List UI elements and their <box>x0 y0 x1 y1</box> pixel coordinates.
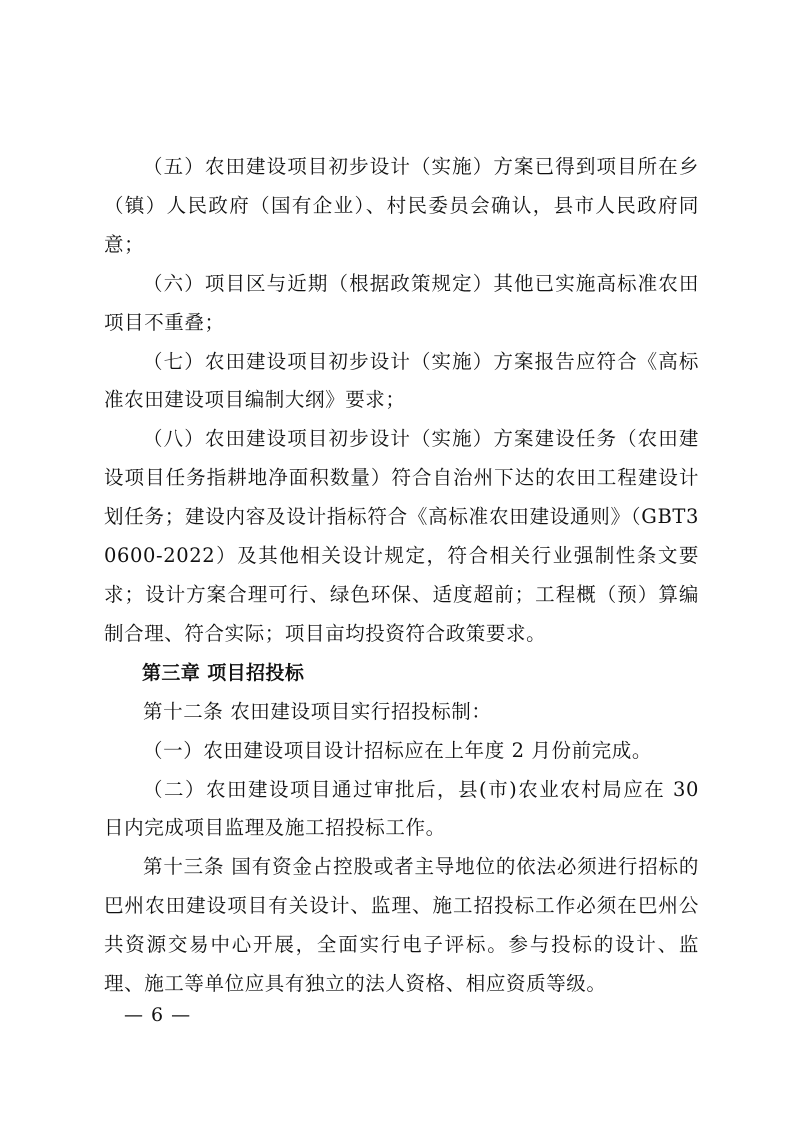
document-body <box>104 148 699 1004</box>
article-12-item-2: （二）农田建设项目通过审批后，县(市)农业农村局应在 30 日内完成项目监理及施工招投标工作。 <box>104 777 699 840</box>
article-13: 第十三条 国有资金占控股或者主导地位的依法必须进行招标的巴州农田建设项目有关设计、监理、施工招投标工作必须在巴州公共资源交易中心开展，全面实行电子评标。参与投标的设计、监理、施工等单位应具有独立的法人资格、相应资质等级。 <box>104 855 699 996</box>
article-12-item-1: （一）农田建设项目设计招标应在上年度 2 月份前完成。 <box>143 738 653 762</box>
article-12: 第十二条 农田建设项目实行招投标制： <box>143 699 492 723</box>
paragraph-item-5: （五）农田建设项目初步设计（实施）方案已得到项目所在乡（镇）人民政府（国有企业）、村民委员会确认，县市人民政府同意； <box>104 155 699 256</box>
paragraph-item-6: （六）项目区与近期（根据政策规定）其他已实施高标准农田项目不重叠； <box>104 271 699 334</box>
page-number: — 6 — <box>124 1004 192 1026</box>
paragraph-item-7: （七）农田建设项目初步设计（实施）方案报告应符合《高标准农田建设项目编制大纲》要求； <box>104 349 699 412</box>
chapter-heading: 第三章 项目招投标 <box>142 661 305 684</box>
paragraph-item-8: （八）农田建设项目初步设计（实施）方案建设任务（农田建设项目任务指耕地净面积数量）符合自治州下达的农田工程建设计划任务；建设内容及设计指标符合《高标准农田建设通则》（GBT30600-2022）及其他相关设计规定，符合相关行业强制性条文要求；设计方案合理可行、绿色环保、适度超前；工程概（预）算编制合理、符合实际；项目亩均投资符合政策要求。 <box>104 427 699 645</box>
